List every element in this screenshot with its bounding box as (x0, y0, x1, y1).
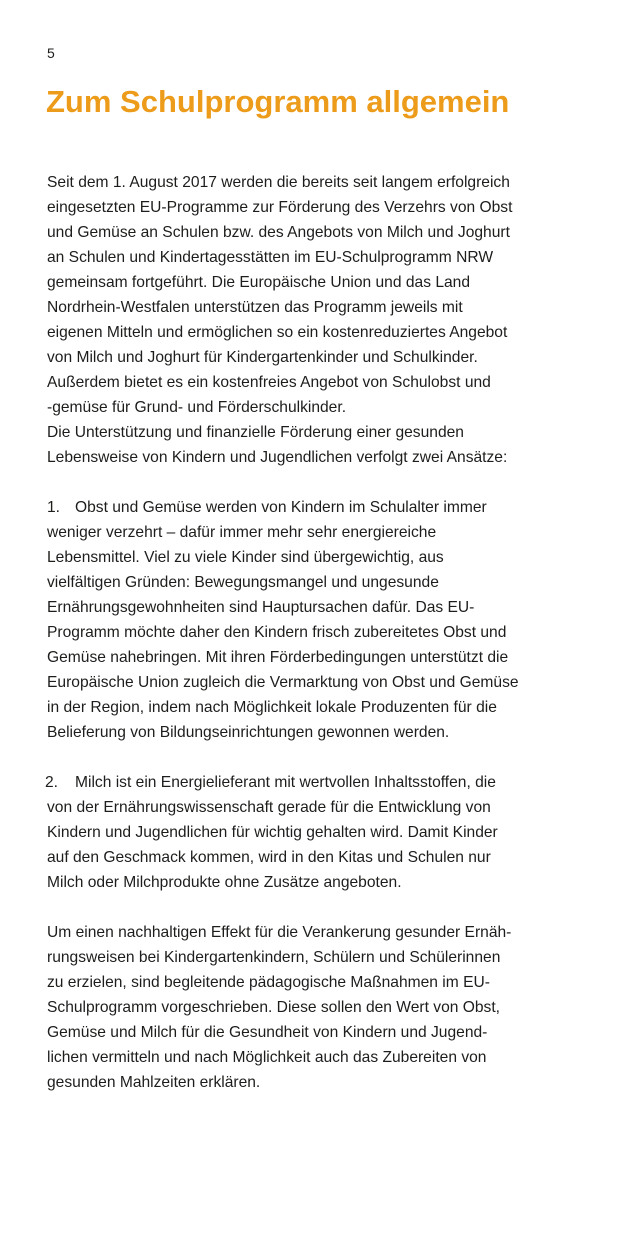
intro-line: an Schulen und Kindertagesstätten im EU-Schulprogramm NRW (47, 249, 494, 266)
page-number: 5 (47, 45, 55, 61)
item-line: Kindern und Jugendlichen für wichtig gehalten wird. Damit Kinder (47, 824, 498, 841)
closing-line: Gemüse und Milch für die Gesundheit von Kindern und Jugend- (47, 1024, 488, 1041)
item-line: Programm möchte daher den Kindern frisch zubereitetes Obst und (47, 624, 507, 641)
page-title: Zum Schulprogramm allgemein (46, 84, 510, 119)
item-line: Europäische Union zugleich die Vermarktung von Obst und Gemüse (47, 674, 519, 691)
intro-line: gemeinsam fortgeführt. Die Europäische Union und das Land (47, 274, 471, 291)
item-number: 1. (47, 499, 61, 516)
intro-line: Außerdem bietet es ein kostenfreies Angebot von Schulobst und (47, 374, 491, 391)
intro-line: Seit dem 1. August 2017 werden die bereits seit langem erfolgreich (47, 174, 510, 191)
item-line: vielfältigen Gründen: Bewegungsmangel und ungesunde (47, 574, 439, 591)
closing-line: lichen vermitteln und nach Möglichkeit auch das Zubereiten von (47, 1049, 487, 1066)
item-line: Gemüse nahebringen. Mit ihren Förderbedingungen unterstützt die (47, 649, 509, 666)
item-text: Milch ist ein Energielieferant mit wertvollen Inhaltsstoffen, die (75, 774, 496, 791)
item-line (47, 770, 587, 795)
closing-line: Schulprogramm vorgeschrieben. Diese sollen den Wert von Obst, (47, 999, 501, 1016)
item-line: Belieferung von Bildungseinrichtungen gewonnen werden. (47, 724, 450, 741)
closing-paragraph (47, 920, 587, 1095)
item-text: Obst und Gemüse werden von Kindern im Schulalter immer (75, 499, 487, 516)
item-line: Lebensmittel. Viel zu viele Kinder sind übergewichtig, aus (47, 549, 444, 566)
item-line: auf den Geschmack kommen, wird in den Kitas und Schulen nur (47, 849, 491, 866)
item-line: Milch oder Milchprodukte ohne Zusätze angeboten. (47, 874, 402, 891)
numbered-item-1 (47, 495, 587, 745)
item-line: weniger verzehrt – dafür immer mehr sehr energiereiche (47, 524, 437, 541)
item-number: 2. (45, 774, 59, 791)
intro-line: Lebensweise von Kindern und Jugendlichen verfolgt zwei Ansätze: (47, 449, 508, 466)
intro-line: -gemüse für Grund- und Förderschulkinder. (47, 399, 347, 416)
closing-line: Um einen nachhaltigen Effekt für die Verankerung gesunder Ernäh- (47, 924, 512, 941)
intro-line: von Milch und Joghurt für Kindergartenkinder und Schulkinder. (47, 349, 478, 366)
intro-line: eingesetzten EU-Programme zur Förderung des Verzehrs von Obst (47, 199, 513, 216)
intro-line: und Gemüse an Schulen bzw. des Angebots von Milch und Joghurt (47, 224, 510, 241)
intro-line: Die Unterstützung und finanzielle Förderung einer gesunden (47, 424, 464, 441)
item-line: in der Region, indem nach Möglichkeit lokale Produzenten für die (47, 699, 497, 716)
intro-paragraph (47, 170, 587, 470)
item-line: Ernährungsgewohnheiten sind Hauptursachen dafür. Das EU- (47, 599, 475, 616)
numbered-item-2 (47, 770, 587, 895)
intro-line: Nordrhein-Westfalen unterstützen das Programm jeweils mit (47, 299, 463, 316)
closing-line: zu erzielen, sind begleitende pädagogische Maßnahmen im EU- (47, 974, 490, 991)
intro-line: eigenen Mitteln und ermöglichen so ein kostenreduziertes Angebot (47, 324, 508, 341)
closing-line: rungsweisen bei Kindergartenkindern, Schülern und Schülerinnen (47, 949, 501, 966)
item-line (47, 495, 587, 520)
item-line: von der Ernährungswissenschaft gerade für die Entwicklung von (47, 799, 491, 816)
closing-line: gesunden Mahlzeiten erklären. (47, 1074, 261, 1091)
